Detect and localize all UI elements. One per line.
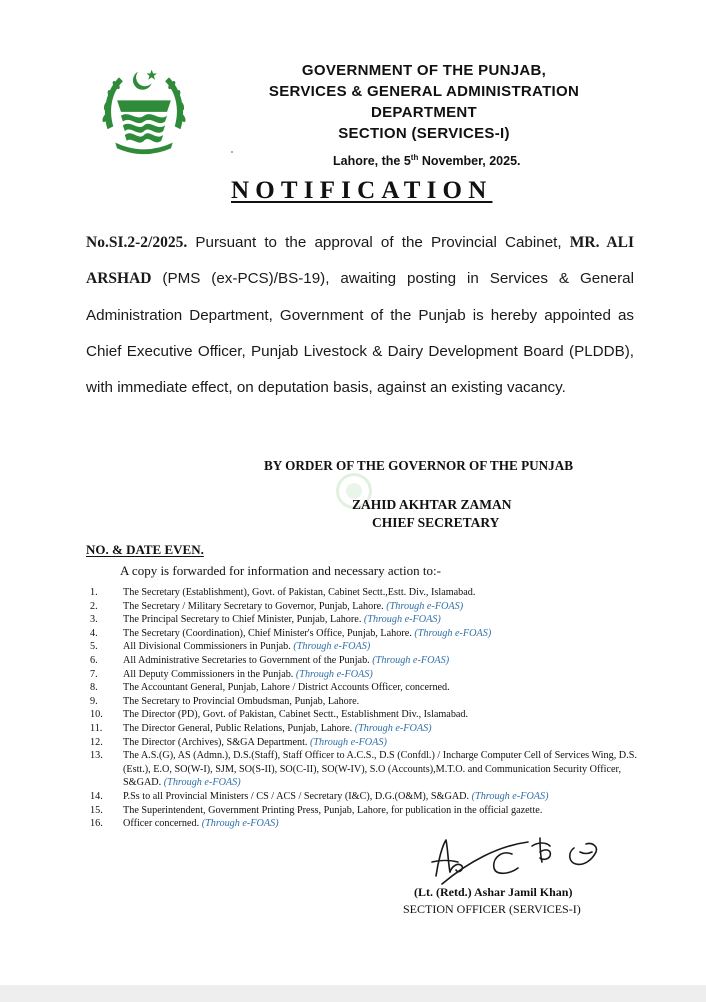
foas-note: (Through e-FOAS) — [310, 736, 387, 748]
distribution-list — [90, 586, 650, 831]
issue-date: Lahore, the 5th November, 2025. — [333, 153, 521, 169]
foas-note: (Through e-FOAS) — [414, 627, 492, 639]
distribution-item-number: 7. — [90, 668, 98, 680]
foas-note: (Through e-FOAS) — [471, 790, 549, 802]
distribution-item-text: The Director (Archives), S&GA Department. — [123, 736, 310, 748]
header-line-2: SERVICES & GENERAL ADMINISTRATION — [268, 83, 580, 100]
distribution-item — [90, 722, 650, 736]
distribution-item-text: The Secretary (Coordination), Chief Minister's Office, Punjab, Lahore. — [123, 627, 415, 639]
by-order-line: BY ORDER OF THE GOVERNOR OF THE PUNJAB — [264, 458, 574, 473]
distribution-item-text: The A.S.(G), AS (Admn.), D.S.(Staff), Staff Officer to A.C.S., D.S (Confdl.) / Incharge Computer Cell of Services Wing, D.S.(Estt.), E.O, SO(W-I), SJM, SO(S-II), SO(C-II), SO(W-IV), S.O (Accounts),M.T.O. and Communication Security Officer, S&GAD. — [123, 750, 637, 789]
distribution-item-text: The Secretary / Military Secretary to Governor, Punjab, Lahore. — [123, 600, 387, 612]
section-officer-name: (Lt. (Retd.) Ashar Jamil Khan) — [414, 885, 573, 899]
distribution-item — [90, 708, 650, 722]
distribution-item — [90, 600, 650, 614]
department-header — [236, 60, 612, 144]
distribution-item-text: The Secretary (Establishment), Govt. of Pakistan, Cabinet Sectt.,Estt. Div., Islamabad. — [123, 587, 476, 598]
copy-forwarded-line: A copy is forwarded for information and necessary action to:- — [120, 563, 441, 578]
distribution-item-number: 13. — [90, 750, 103, 762]
distribution-item-number: 6. — [90, 654, 98, 666]
foas-note: (Through e-FOAS) — [363, 614, 441, 626]
distribution-item — [90, 736, 650, 750]
distribution-item-text: The Superintendent, Government Printing Press, Punjab, Lahore, for publication in the official gazette. — [123, 804, 543, 816]
foas-note: (Through e-FOAS) — [354, 722, 432, 734]
foas-note: (Through e-FOAS) — [386, 600, 464, 612]
no-date-even: NO. & DATE EVEN. — [86, 542, 204, 557]
distribution-item-text: The Secretary to Provincial Ombudsman, Punjab, Lahore. — [123, 695, 360, 707]
distribution-item-text: Officer concerned. — [123, 818, 202, 830]
distribution-item-number: 14. — [90, 790, 103, 802]
distribution-item-number: 9. — [90, 695, 98, 707]
distribution-item-number: 16. — [90, 818, 103, 830]
reference-number: No.SI.2-2/2025. — [86, 234, 188, 251]
header-line-4: SECTION (SERVICES-I) — [338, 125, 510, 142]
chief-secretary-name: ZAHID AKHTAR ZAMAN — [352, 497, 512, 512]
foas-note: (Through e-FOAS) — [201, 818, 279, 830]
distribution-item-number: 2. — [90, 600, 98, 612]
foas-note: (Through e-FOAS) — [295, 668, 373, 680]
distribution-item-text: All Administrative Secretaries to Government of the Punjab. — [123, 654, 373, 666]
distribution-item — [90, 586, 650, 600]
section-officer-title: SECTION OFFICER (SERVICES-I) — [403, 902, 581, 916]
foas-note: (Through e-FOAS) — [163, 777, 241, 789]
distribution-item-text: P.Ss to all Provincial Ministers / CS / ACS / Secretary (I&C), D.G.(O&M), S&GAD. — [123, 790, 472, 802]
header-line-3: DEPARTMENT — [370, 104, 478, 121]
distribution-item — [90, 613, 650, 627]
foas-note: (Through e-FOAS) — [372, 654, 450, 666]
distribution-item-number: 15. — [90, 804, 103, 816]
distribution-item-text: All Divisional Commissioners in Punjab. — [123, 641, 294, 653]
distribution-item — [90, 640, 650, 654]
chief-secretary-title: CHIEF SECRETARY — [372, 515, 500, 530]
distribution-item-number: 1. — [90, 587, 98, 598]
distribution-item — [90, 749, 650, 790]
distribution-item-number: 4. — [90, 627, 98, 639]
punjab-emblem-icon — [96, 62, 192, 158]
distribution-item-number: 3. — [90, 614, 98, 626]
distribution-item — [90, 817, 650, 831]
distribution-item — [90, 627, 650, 641]
distribution-item-number: 10. — [90, 709, 103, 721]
distribution-item-text: All Deputy Commissioners in the Punjab. — [123, 668, 296, 680]
distribution-item — [90, 804, 650, 818]
distribution-item-number: 5. — [90, 641, 98, 653]
distribution-item-number: 11. — [90, 722, 103, 734]
scan-dot — [231, 151, 233, 153]
distribution-item-text: The Director (PD), Govt. of Pakistan, Cabinet Sectt., Establishment Div., Islamabad. — [123, 709, 469, 721]
officer-name: MR. ALI ARSHAD — [86, 234, 634, 288]
distribution-item — [90, 668, 650, 682]
distribution-item-number: 8. — [90, 682, 98, 694]
notification-body: No.SI.2-2/2025. Pursuant to the approval of the Provincial Cabinet, MR. ALI ARSHAD (PMS (ex-PCS)/BS-19), awaiting posting in Services & General Administration Department, Government of the Punjab is hereby appointed as Chief Executive Officer, Punjab Livestock & Dairy Development Board (PLDDB), with immediate effect, on deputation basis, against an existing vacancy. — [86, 234, 634, 397]
notification-title: NOTIFICATION — [231, 177, 493, 204]
distribution-item-text: The Principal Secretary to Chief Minister, Punjab, Lahore. — [123, 614, 364, 626]
distribution-item — [90, 790, 650, 804]
distribution-item-text: The Director General, Public Relations, Punjab, Lahore. — [123, 722, 355, 734]
distribution-item — [90, 654, 650, 668]
header-line-1: GOVERNMENT OF THE PUNJAB, — [301, 62, 547, 79]
foas-note: (Through e-FOAS) — [293, 641, 371, 653]
distribution-item-number: 12. — [90, 736, 103, 748]
page-bottom-band — [0, 985, 706, 1002]
distribution-item-text: The Accountant General, Punjab, Lahore / District Accounts Officer, concerned. — [123, 682, 450, 694]
distribution-item — [90, 695, 650, 709]
distribution-item — [90, 681, 650, 695]
